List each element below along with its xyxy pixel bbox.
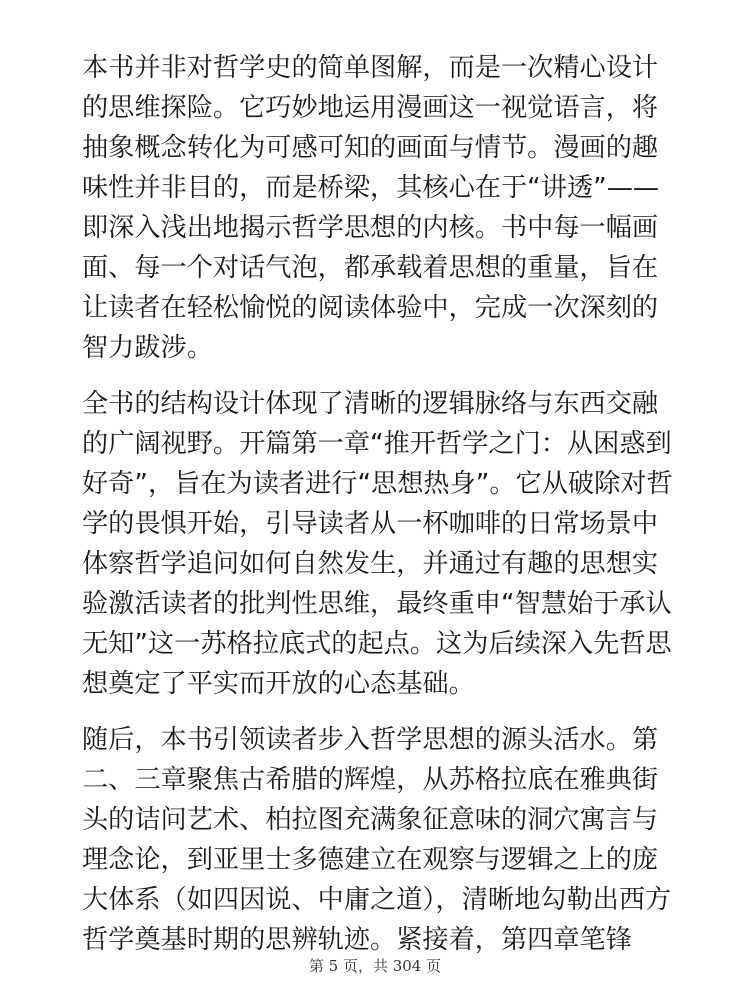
paragraph-2: 全书的结构设计体现了清晰的逻辑脉络与东西交融的广阔视野。开篇第一章“推开哲学之门：从困惑到好奇”，旨在为读者进行“思想热身”。它从破除对哲学的畏惧开始，引导读者从一杯咖啡的日常场景中体察哲学追问如何自然发生，并通过有趣的思想实验激活读者的批判性思维，最终重申“智慧始于承认无知”这一苏格拉底式的起点。这为后续深入先哲思想奠定了平实而开放的心态基础。 [82,389,673,699]
paragraph-3: 随后，本书引领读者步入哲学思想的源头活水。第二、三章聚焦古希腊的辉煌，从苏格拉底在雅典街头的诘问艺术、柏拉图充满象征意味的洞穴寓言与理念论，到亚里士多德建立在观察与逻辑之上的庞大体系（如四因说、中庸之道），清晰地勾勒出西方哲学奠基时期的思辨轨迹。紧接着，第四章笔锋 [82,725,672,955]
paragraph-1: 本书并非对哲学史的简单图解，而是一次精心设计的思维探险。它巧妙地运用漫画这一视觉语言，将抽象概念转化为可感可知的画面与情节。漫画的趣味性并非目的，而是桥梁，其核心在于“讲透”——即深入浅出地揭示哲学思想的内核。书中每一幅画面、每一个对话气泡，都承载着思想的重量，旨在让读者在轻松愉悦的阅读体验中，完成一次深刻的智力跋涉。 [82,53,660,363]
page-footer [0,956,750,976]
body-text [82,48,676,976]
page-number: 第 5 页，共 304 页 [308,957,442,975]
